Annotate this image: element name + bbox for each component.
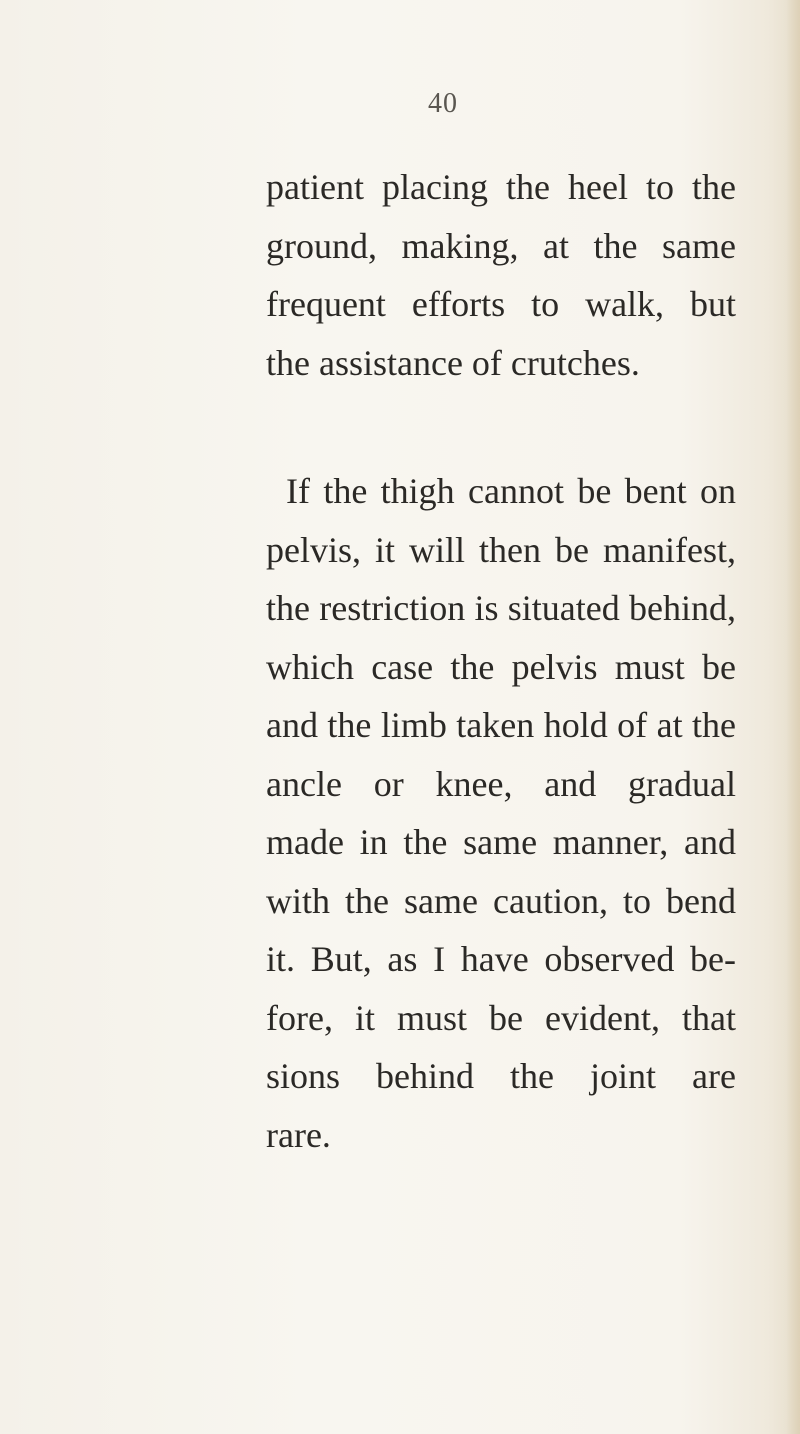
text-line: and the limb taken hold of at the xyxy=(266,705,736,745)
text-line: pelvis, it will then be manifest, xyxy=(266,529,736,570)
text-line: which case the pelvis must be xyxy=(266,646,736,687)
paragraph-1 xyxy=(266,158,736,392)
text-line: sions behind the joint are xyxy=(266,1056,736,1096)
page-number: 40 xyxy=(428,88,458,119)
text-line: it. But, as I have observed be- xyxy=(266,939,736,979)
text-line: If the thigh cannot be bent on xyxy=(286,471,736,511)
text-line: patient placing the heel to the xyxy=(266,167,736,207)
text-line: frequent efforts to walk, but xyxy=(266,284,736,324)
text-line: made in the same manner, and xyxy=(266,822,736,862)
text-line: ground, making, at the same xyxy=(266,225,736,266)
text-line: the assistance of crutches. xyxy=(266,342,640,383)
text-line: rare. xyxy=(266,1114,331,1155)
text-line: fore, it must be evident, that xyxy=(266,997,736,1038)
paragraph-2 xyxy=(266,462,736,1164)
text-line: ancle or knee, and gradual xyxy=(266,763,736,804)
page-edge-shadow xyxy=(786,0,800,1434)
text-line: with the same caution, to bend xyxy=(266,880,736,921)
text-line: the restriction is situated behind, xyxy=(266,588,736,628)
